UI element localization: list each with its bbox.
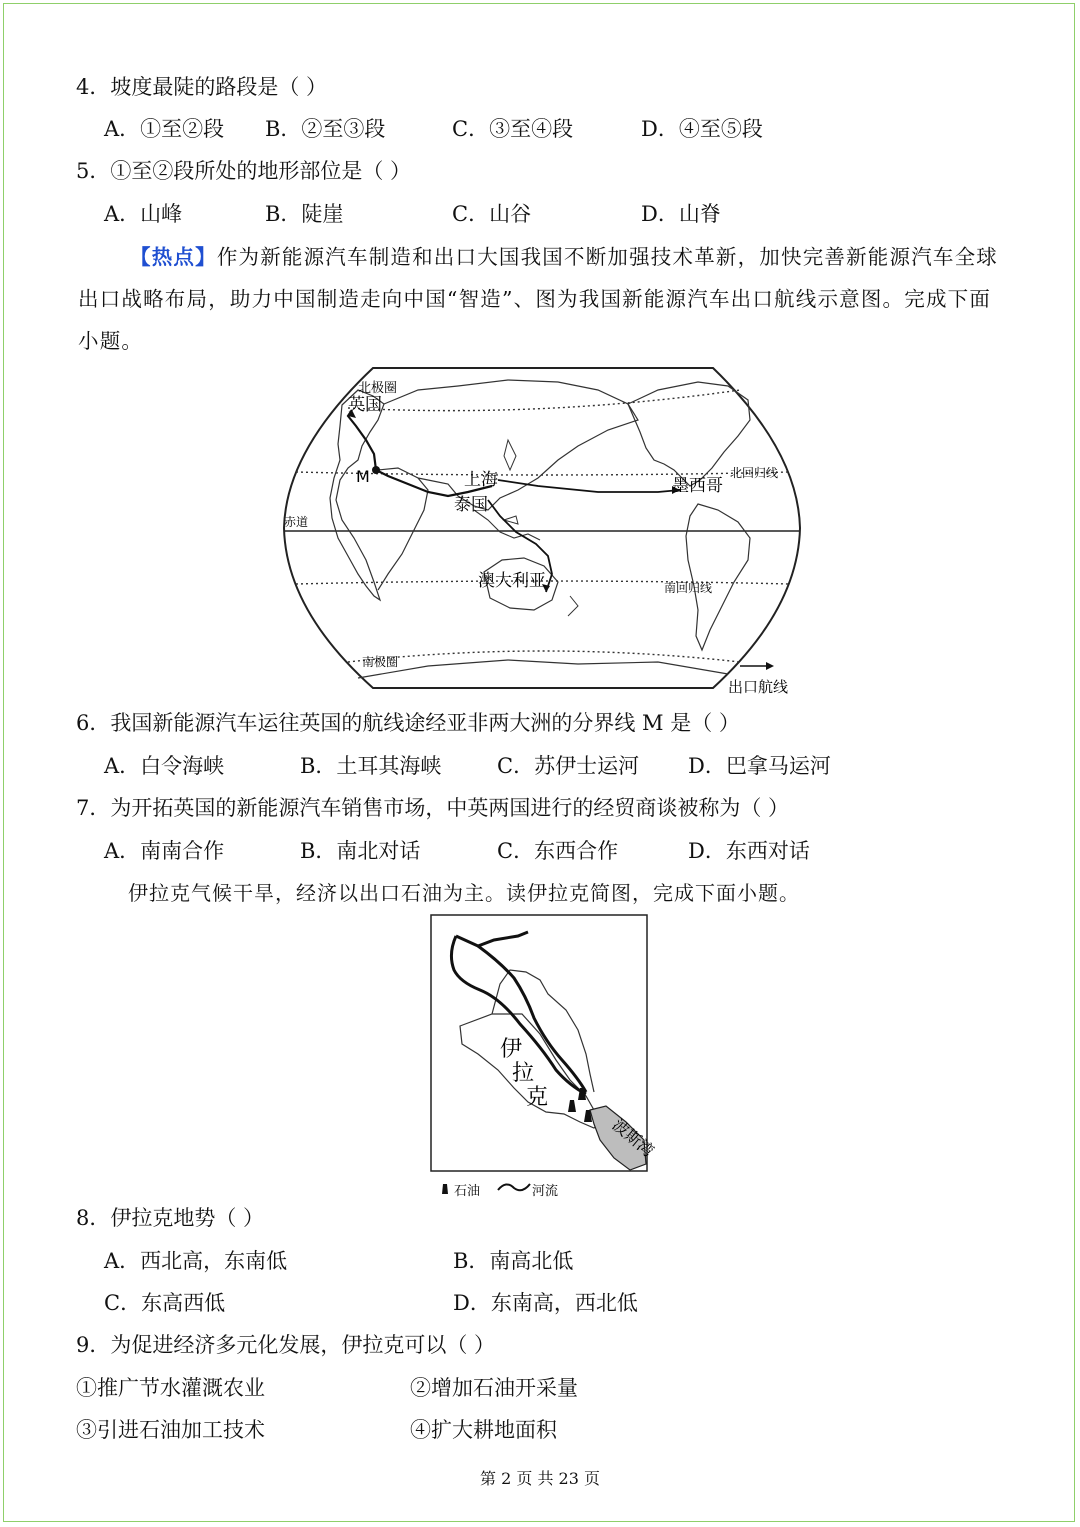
q7-option-c[interactable]: C．东西合作	[497, 839, 619, 863]
tropic-capricorn-label: 南回归线	[664, 581, 713, 595]
q8-option-a[interactable]: A．西北高，东南低	[104, 1249, 288, 1273]
shanghai-label: 上海	[464, 470, 498, 490]
question-5-stem: 5．①至②段所处的地形部位是（ ）	[76, 159, 412, 183]
hot-intro-text: 作为新能源汽车制造和出口大国我国不断加强技术革新，加快完善新能源汽车全球出口战略布局，助力中国制造走向中国“智造”、图为我国新能源汽车出口航线示意图。完成下面小题。	[78, 245, 999, 353]
question-7-stem: 7．为开拓英国的新能源汽车销售市场，中英两国进行的经贸商谈被称为（ ）	[76, 796, 790, 820]
iraq-label-1: 伊	[500, 1037, 523, 1062]
iraq-label-2: 拉	[512, 1061, 535, 1086]
iraq-map	[430, 914, 658, 1204]
question-6-stem: 6．我国新能源汽车运往英国的航线途经亚非两大洲的分界线 M 是（ ）	[76, 711, 740, 735]
tropic-cancer-label: 北回归线	[730, 466, 779, 480]
q6-option-c[interactable]: C．苏伊士运河	[497, 754, 640, 778]
q5-option-b[interactable]: B．陡崖	[265, 202, 344, 226]
oil-legend-icon	[442, 1184, 448, 1194]
q4-option-a[interactable]: A．①至②段	[104, 117, 225, 141]
equator-label: 赤道	[284, 515, 309, 529]
q7-option-a[interactable]: A．南南合作	[104, 839, 225, 863]
persian-gulf-label: 波斯湾	[608, 1115, 658, 1161]
australia-label: 澳大利亚	[478, 571, 546, 591]
q6-option-b[interactable]: B．土耳其海峡	[300, 754, 442, 778]
q4-option-b[interactable]: B．②至③段	[265, 117, 386, 141]
q5-option-d[interactable]: D．山脊	[641, 202, 721, 226]
page-number-footer: 第 2 页 共 23 页	[480, 1469, 600, 1488]
route-legend-label: 出口航线	[728, 678, 789, 696]
q9-statement-3: ③引进石油加工技术	[76, 1418, 265, 1442]
q7-option-b[interactable]: B．南北对话	[300, 839, 421, 863]
thailand-label: 泰国	[454, 495, 488, 515]
q8-option-d[interactable]: D．东南高，西北低	[453, 1291, 638, 1315]
arctic-circle-label: 北极圈	[358, 381, 398, 396]
hot-intro-paragraph	[78, 236, 1008, 362]
oil-legend-label: 石油	[454, 1184, 481, 1199]
q6-option-d[interactable]: D．巴拿马运河	[688, 754, 831, 778]
river-legend-label: 河流	[532, 1184, 559, 1199]
antarctic-circle-label: 南极圈	[362, 655, 399, 669]
question-4-stem: 4．坡度最陡的路段是（ ）	[76, 75, 328, 99]
hot-tag: 【热点】	[130, 245, 217, 269]
iraq-intro: 伊拉克气候干旱，经济以出口石油为主。读伊拉克简图，完成下面小题。	[128, 881, 800, 905]
question-9-stem: 9．为促进经济多元化发展，伊拉克可以（ ）	[76, 1333, 496, 1357]
q8-option-c[interactable]: C．东高西低	[104, 1291, 226, 1315]
q9-statement-2: ②增加石油开采量	[410, 1376, 578, 1400]
world-map	[278, 360, 808, 700]
q4-option-d[interactable]: D．④至⑤段	[641, 117, 763, 141]
q9-statement-4: ④扩大耕地面积	[410, 1418, 557, 1442]
q9-statement-1: ①推广节水灌溉农业	[76, 1376, 265, 1400]
iraq-label-3: 克	[526, 1085, 549, 1110]
q5-option-c[interactable]: C．山谷	[452, 202, 532, 226]
q8-option-b[interactable]: B．南高北低	[453, 1249, 574, 1273]
q4-option-c[interactable]: C．③至④段	[452, 117, 574, 141]
question-8-stem: 8．伊拉克地势（ ）	[76, 1206, 265, 1230]
uk-label: 英国	[348, 395, 382, 415]
m-label: M	[356, 467, 370, 486]
q7-option-d[interactable]: D．东西对话	[688, 839, 810, 863]
q5-option-a[interactable]: A．山峰	[104, 202, 183, 226]
mexico-label: 墨西哥	[672, 476, 723, 496]
q6-option-a[interactable]: A．白令海峡	[104, 754, 225, 778]
river-legend-icon	[498, 1184, 530, 1190]
